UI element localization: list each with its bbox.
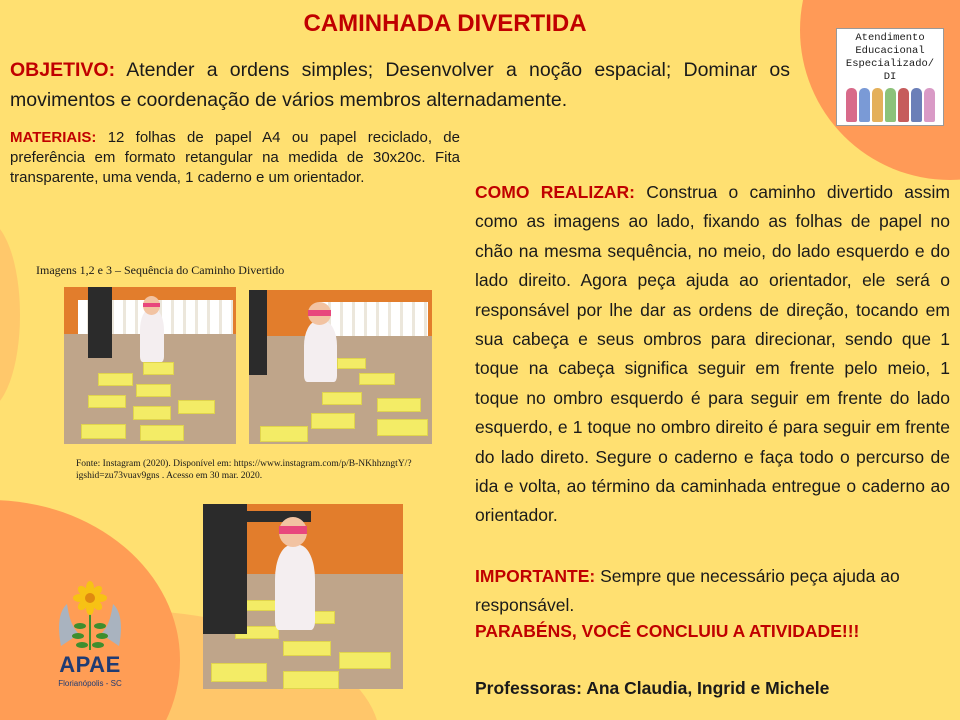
photo-1 <box>64 287 236 444</box>
images-caption: Imagens 1,2 e 3 – Sequência do Caminho Divertido <box>36 263 285 277</box>
teachers-credit: Professoras: Ana Claudia, Ingrid e Michele <box>475 678 830 698</box>
aee-people-illustration <box>837 88 943 122</box>
photo-3 <box>203 504 403 689</box>
important-paragraph <box>475 562 945 620</box>
how-to-text: Construa o caminho divertido assim como as imagens ao lado, fixando as folhas de papel no chão na mesma sequência, no meio, do lado esquerdo e do lado direito. Agora peça ajuda ao orientador, ele será o responsável por lhe dar as ordens de direção, tocando em sua cabeça e seus ombros para direcionar, sendo que 1 toque na cabeça significa seguir em frente pelo meio, 1 toque no ombro esquerdo é para seguir em frente do lado esquerdo, e 1 toque no ombro direito é para seguir em frente do lado direto. Segure o caderno e faça todo o percurso de ida e volta, ao término da caminhada entregue o caderno ao orientador. <box>475 182 950 526</box>
objective-text: Atender a ordens simples; Desenvolver a noção espacial; Dominar os movimentos e coordenação de vários membros alternadamente. <box>10 59 790 111</box>
source-note: Fonte: Instagram (2020). Disponível em: https://www.instagram.com/p/B-NKhhzngtY/?igshid=zu73vuav9gns . Acesso em 30 mar. 2020. <box>76 459 412 481</box>
photo-2 <box>249 290 432 444</box>
important-label: IMPORTANTE: <box>475 566 596 586</box>
page-title: CAMINHADA DIVERTIDA <box>303 10 587 37</box>
apae-logo-name: APAE <box>59 652 121 677</box>
congrats-message: PARABÉNS, VOCÊ CONCLUIU A ATIVIDADE!!! <box>475 621 860 641</box>
aee-logo-line1: Atendimento <box>855 32 925 44</box>
materials-label: MATERIAIS: <box>10 129 97 146</box>
decorative-blob-mid-left <box>0 220 20 410</box>
materials-paragraph <box>10 128 460 188</box>
materials-text: 12 folhas de papel A4 ou papel reciclado, de preferência em formato retangular na medida de 30x20c. Fita transparente, uma venda, 1 caderno e um orientador. <box>10 129 460 186</box>
aee-logo <box>836 28 944 126</box>
how-to-paragraph <box>475 178 950 531</box>
important-text: Sempre que necessário peça ajuda ao responsável. <box>475 566 900 615</box>
aee-logo-line2: Educacional <box>855 45 925 57</box>
apae-logo <box>50 576 130 716</box>
apae-logo-city: Florianópolis - SC <box>58 679 122 688</box>
objective-paragraph <box>10 55 790 115</box>
apae-flower-hands-icon <box>55 576 125 656</box>
objective-label: OBJETIVO: <box>10 59 116 81</box>
aee-logo-line3: Especializado/ DI <box>845 58 935 83</box>
how-to-label: COMO REALIZAR: <box>475 182 635 202</box>
